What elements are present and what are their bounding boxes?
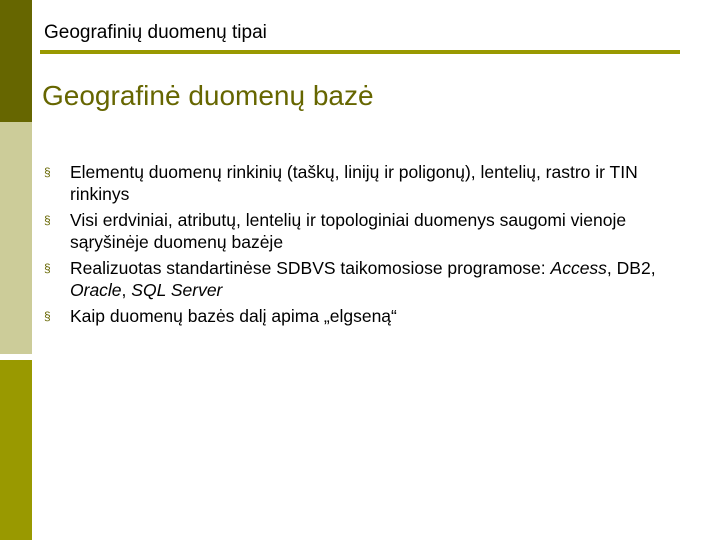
bullet-text-prefix: Realizuotas standartinėse SDBVS taikomosiose programose: [70,258,551,278]
bullet-text: Kaip duomenų bazės dalį apima „elgseną“ [70,306,397,326]
bullet-icon: § [44,165,51,179]
bullet-icon: § [44,213,51,227]
list-item [44,209,684,253]
bullet-text: Elementų duomenų rinkinių (taškų, linijų ir poligonų), lentelių, rastro ir TIN rinkinys [70,162,638,204]
bullet-icon: § [44,309,51,323]
header-divider [40,50,680,54]
list-item [44,161,684,205]
product-access: Access [550,258,607,278]
bullet-icon: § [44,261,51,275]
sidebar-decoration [0,0,32,540]
bullet-text: Visi erdviniai, atributų, lentelių ir topologiniai duomenys saugomi vienoje sąryšinėje duomenų bazėje [70,210,627,252]
list-item [44,257,684,301]
bullet-text-separator: , DB2, [606,258,656,278]
bullet-text-separator: , [121,280,132,300]
product-oracle: Oracle [70,280,122,300]
page-title: Geografinė duomenų bazė [42,80,374,111]
bullet-list [44,161,684,331]
list-item [44,305,684,327]
bullet-text [70,258,656,300]
sidebar-segment-light [0,122,32,354]
sidebar-segment-dark [0,0,32,122]
product-sql-server: SQL Server [131,280,223,300]
sidebar-segment-olive [0,360,32,540]
header-title: Geografinių duomenų tipai [44,22,267,43]
